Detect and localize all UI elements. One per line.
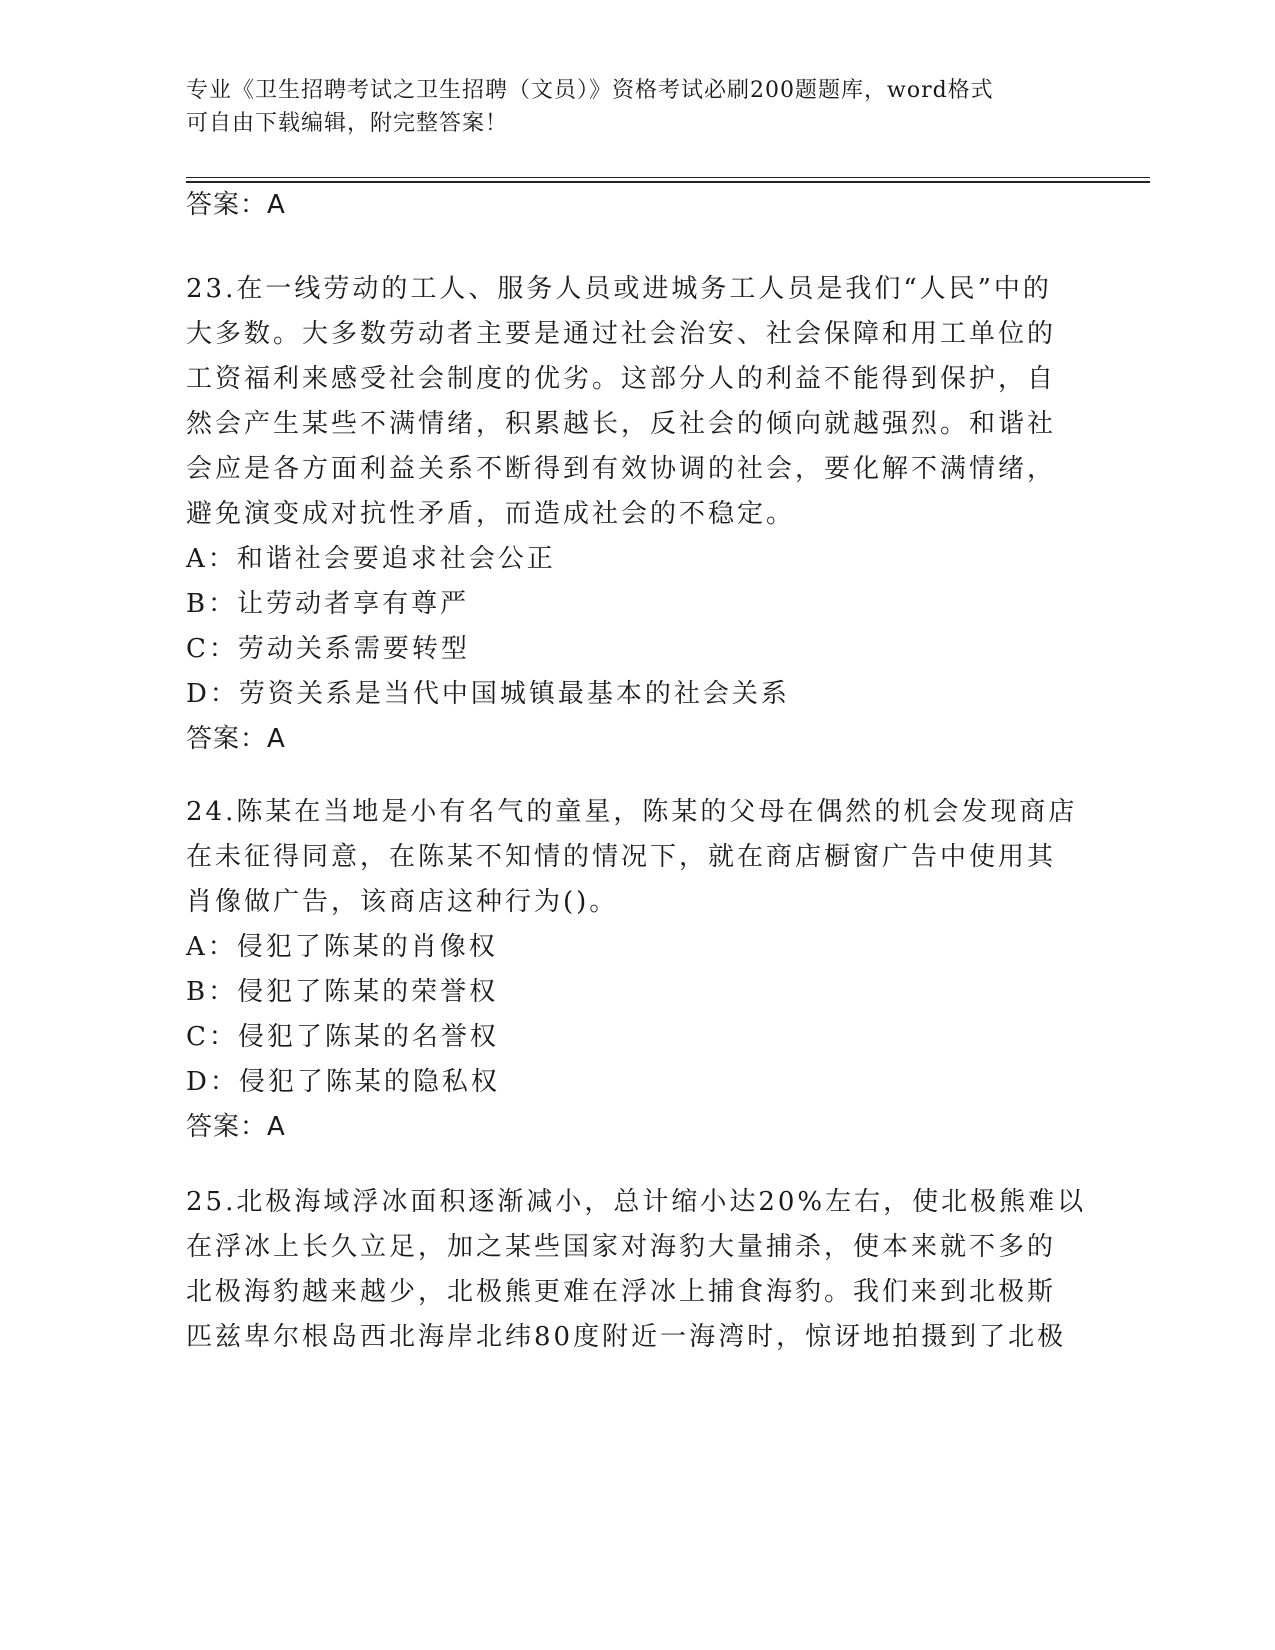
question-text-line: 在浮冰上长久立足，加之某些国家对海豹大量捕杀，使本来就不多的: [186, 1232, 1057, 1262]
document-header: [186, 74, 1086, 140]
answer-line: 答案：A: [186, 190, 286, 220]
option-c: C：劳动关系需要转型: [186, 634, 470, 664]
question-text-line: 24.陈某在当地是小有名气的童星，陈某的父母在偶然的机会发现商店: [186, 797, 1078, 827]
question-text-line: 工资福利来感受社会制度的优劣。这部分人的利益不能得到保护，自: [186, 364, 1057, 394]
question-text-line: 大多数。大多数劳动者主要是通过社会治安、社会保障和用工单位的: [186, 319, 1057, 349]
option-a: A：侵犯了陈某的肖像权: [186, 932, 498, 962]
option-b: B：让劳动者享有尊严: [186, 589, 470, 619]
question-25: [186, 1180, 1086, 1360]
header-line-2: 可自由下载编辑，附完整答案！: [186, 111, 509, 136]
answer-line: 答案：A: [186, 1112, 286, 1142]
question-24: [186, 790, 1086, 1150]
question-text-line: 25.北极海域浮冰面积逐渐减小，总计缩小达20%左右，使北极熊难以: [186, 1187, 1087, 1217]
header-line-1: 专业《卫生招聘考试之卫生招聘（文员）》资格考试必刷200题题库，word格式: [186, 78, 994, 103]
header-divider-thin: [186, 177, 1150, 178]
question-text-line: 避免演变成对抗性矛盾，而造成社会的不稳定。: [186, 499, 796, 529]
question-text-line: 会应是各方面利益关系不断得到有效协调的社会，要化解不满情绪，: [186, 454, 1057, 484]
option-b: B：侵犯了陈某的荣誉权: [186, 977, 499, 1007]
option-c: C：侵犯了陈某的名誉权: [186, 1022, 499, 1052]
question-text-line: 23.在一线劳动的工人、服务人员或进城务工人员是我们“人民”中的: [186, 274, 1052, 304]
answer-prev-question: [186, 183, 1086, 228]
question-23: [186, 267, 1086, 762]
question-text-line: 然会产生某些不满情绪，积累越长，反社会的倾向就越强烈。和谐社: [186, 409, 1057, 439]
question-text-line: 北极海豹越来越少，北极熊更难在浮冰上捕食海豹。我们来到北极斯: [186, 1277, 1057, 1307]
option-a: A：和谐社会要追求社会公正: [186, 544, 556, 574]
option-d: D：侵犯了陈某的隐私权: [186, 1067, 500, 1097]
option-d: D：劳资关系是当代中国城镇最基本的社会关系: [186, 679, 790, 709]
question-text-line: 肖像做广告，该商店这种行为()。: [186, 887, 619, 917]
answer-line: 答案：A: [186, 724, 286, 754]
question-text-line: 在未征得同意，在陈某不知情的情况下，就在商店橱窗广告中使用其: [186, 842, 1057, 872]
question-text-line: 匹兹卑尔根岛西北海岸北纬80度附近一海湾时，惊讶地拍摄到了北极: [186, 1322, 1067, 1352]
